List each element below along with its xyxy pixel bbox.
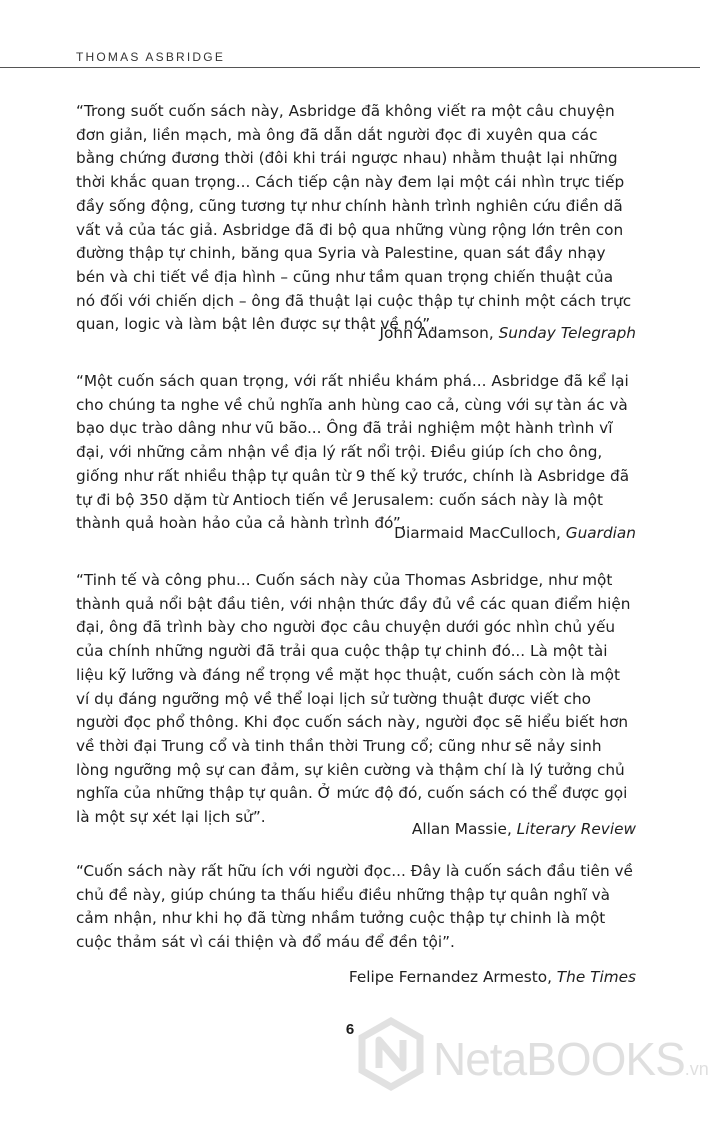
reviewer-name: Felipe Fernandez Armesto, <box>348 968 557 986</box>
publication-name: Guardian <box>565 524 636 542</box>
running-head <box>0 50 700 70</box>
review-attribution-2 <box>394 522 636 544</box>
watermark <box>355 1018 709 1098</box>
header-rule <box>0 67 700 68</box>
review-quote-1: “Trong suốt cuốn sách này, Asbridge đã không viết ra một câu chuyện đơn giản, liền mạch, mà ông đã dẫn dắt người đọc đi xuyên qua các bằng chứng đương thời (đôi khi trái ngược nhau) nhằm thuật lại những thời khắc quan trọng... Cách tiếp cận này đem lại một cái nhìn trực tiếp đầy sống động, cũng tương tự như chính hành trình nghiên cứu điền dã vất vả của tác giả. Asbridge đã đi bộ qua những vùng rộng lớn trên con đường thập tự chinh, băng qua Syria và Palestine, quan sát đầy nhạy bén và chi tiết về địa hình – cũng như tầm quan trọng chiến thuật của nó đối với chiến dịch – ông đã thuật lại cuộc thập tự chinh một cách trực quan, logic và làm bật lên được sự thật về nó”. <box>76 102 632 334</box>
netabooks-logo-icon <box>355 1018 427 1090</box>
review-attribution-4 <box>349 966 636 988</box>
review-attribution-3 <box>412 818 636 840</box>
publication-name: The Times <box>556 968 636 986</box>
watermark-brand: NetaBOOKS <box>433 1033 685 1085</box>
publication-name: Sunday Telegraph <box>498 324 636 342</box>
reviewer-name: John Adamson, <box>379 324 499 342</box>
page-number: 6 <box>345 1021 355 1038</box>
review-quote-2: “Một cuốn sách quan trọng, với rất nhiều khám phá... Asbridge đã kể lại cho chúng ta nghe về chủ nghĩa anh hùng cao cả, cùng với sự tàn ác và bạo dục trào dâng như vũ bão... Ông đã trải nghiệm một hành trình vĩ đại, với những cảm nhận về địa lý rất nổi trội. Điều giúp ích cho ông, giống như rất nhiều thập tự quân từ 9 thế kỷ trước, chính là Asbridge đã tự đi bộ 350 dặm từ Antioch tiến về Jerusalem: cuốn sách này là một thành quả hoàn hảo của cả hành trình đó”. <box>76 372 630 533</box>
review-attribution-1 <box>380 322 636 344</box>
watermark-suffix: .vn <box>684 1059 709 1079</box>
publication-name: Literary Review <box>516 820 636 838</box>
review-quote-3: “Tinh tế và công phu... Cuốn sách này của Thomas Asbridge, như một thành quả nổi bật đầu tiên, với nhận thức đầy đủ về các quan điểm hiện đại, ông đã trình bày cho người đọc câu chuyện dưới góc nhìn chủ yếu của chính những người đã trải qua cuộc thập tự chinh đó... Là một tài liệu kỹ lưỡng và đáng nể trọng về mặt học thuật, cuốn sách còn là một ví dụ đáng ngưỡng mộ về thể loại lịch sử tường thuật được viết cho người đọc phổ thông. Khi đọc cuốn sách này, người đọc sẽ hiểu biết hơn về thời đại Trung cổ và tinh thần thời Trung cổ; cũng như sẽ nảy sinh lòng ngưỡng mộ sự can đảm, sự kiên cường và thậm chí là lý tưởng chủ nghĩa của những thập tự quân. Ở mức độ đó, cuốn sách có thể được gọi là một sự xét lại lịch sử”. <box>76 571 631 827</box>
reviewer-name: Allan Massie, <box>411 820 517 838</box>
watermark-text <box>433 1032 709 1086</box>
review-quote-4: “Cuốn sách này rất hữu ích với người đọc... Đây là cuốn sách đầu tiên về chủ đề này, giúp chúng ta thấu hiểu điều những thập tự quân nghĩ và cảm nhận, như khi họ đã từng nhầm tưởng cuộc thập tự chinh là một cuộc thảm sát vì cái thiện và đổ máu để đền tội”. <box>76 862 633 952</box>
author-header: THOMAS ASBRIDGE <box>76 50 226 64</box>
reviewer-name: Diarmaid MacCulloch, <box>394 524 566 542</box>
